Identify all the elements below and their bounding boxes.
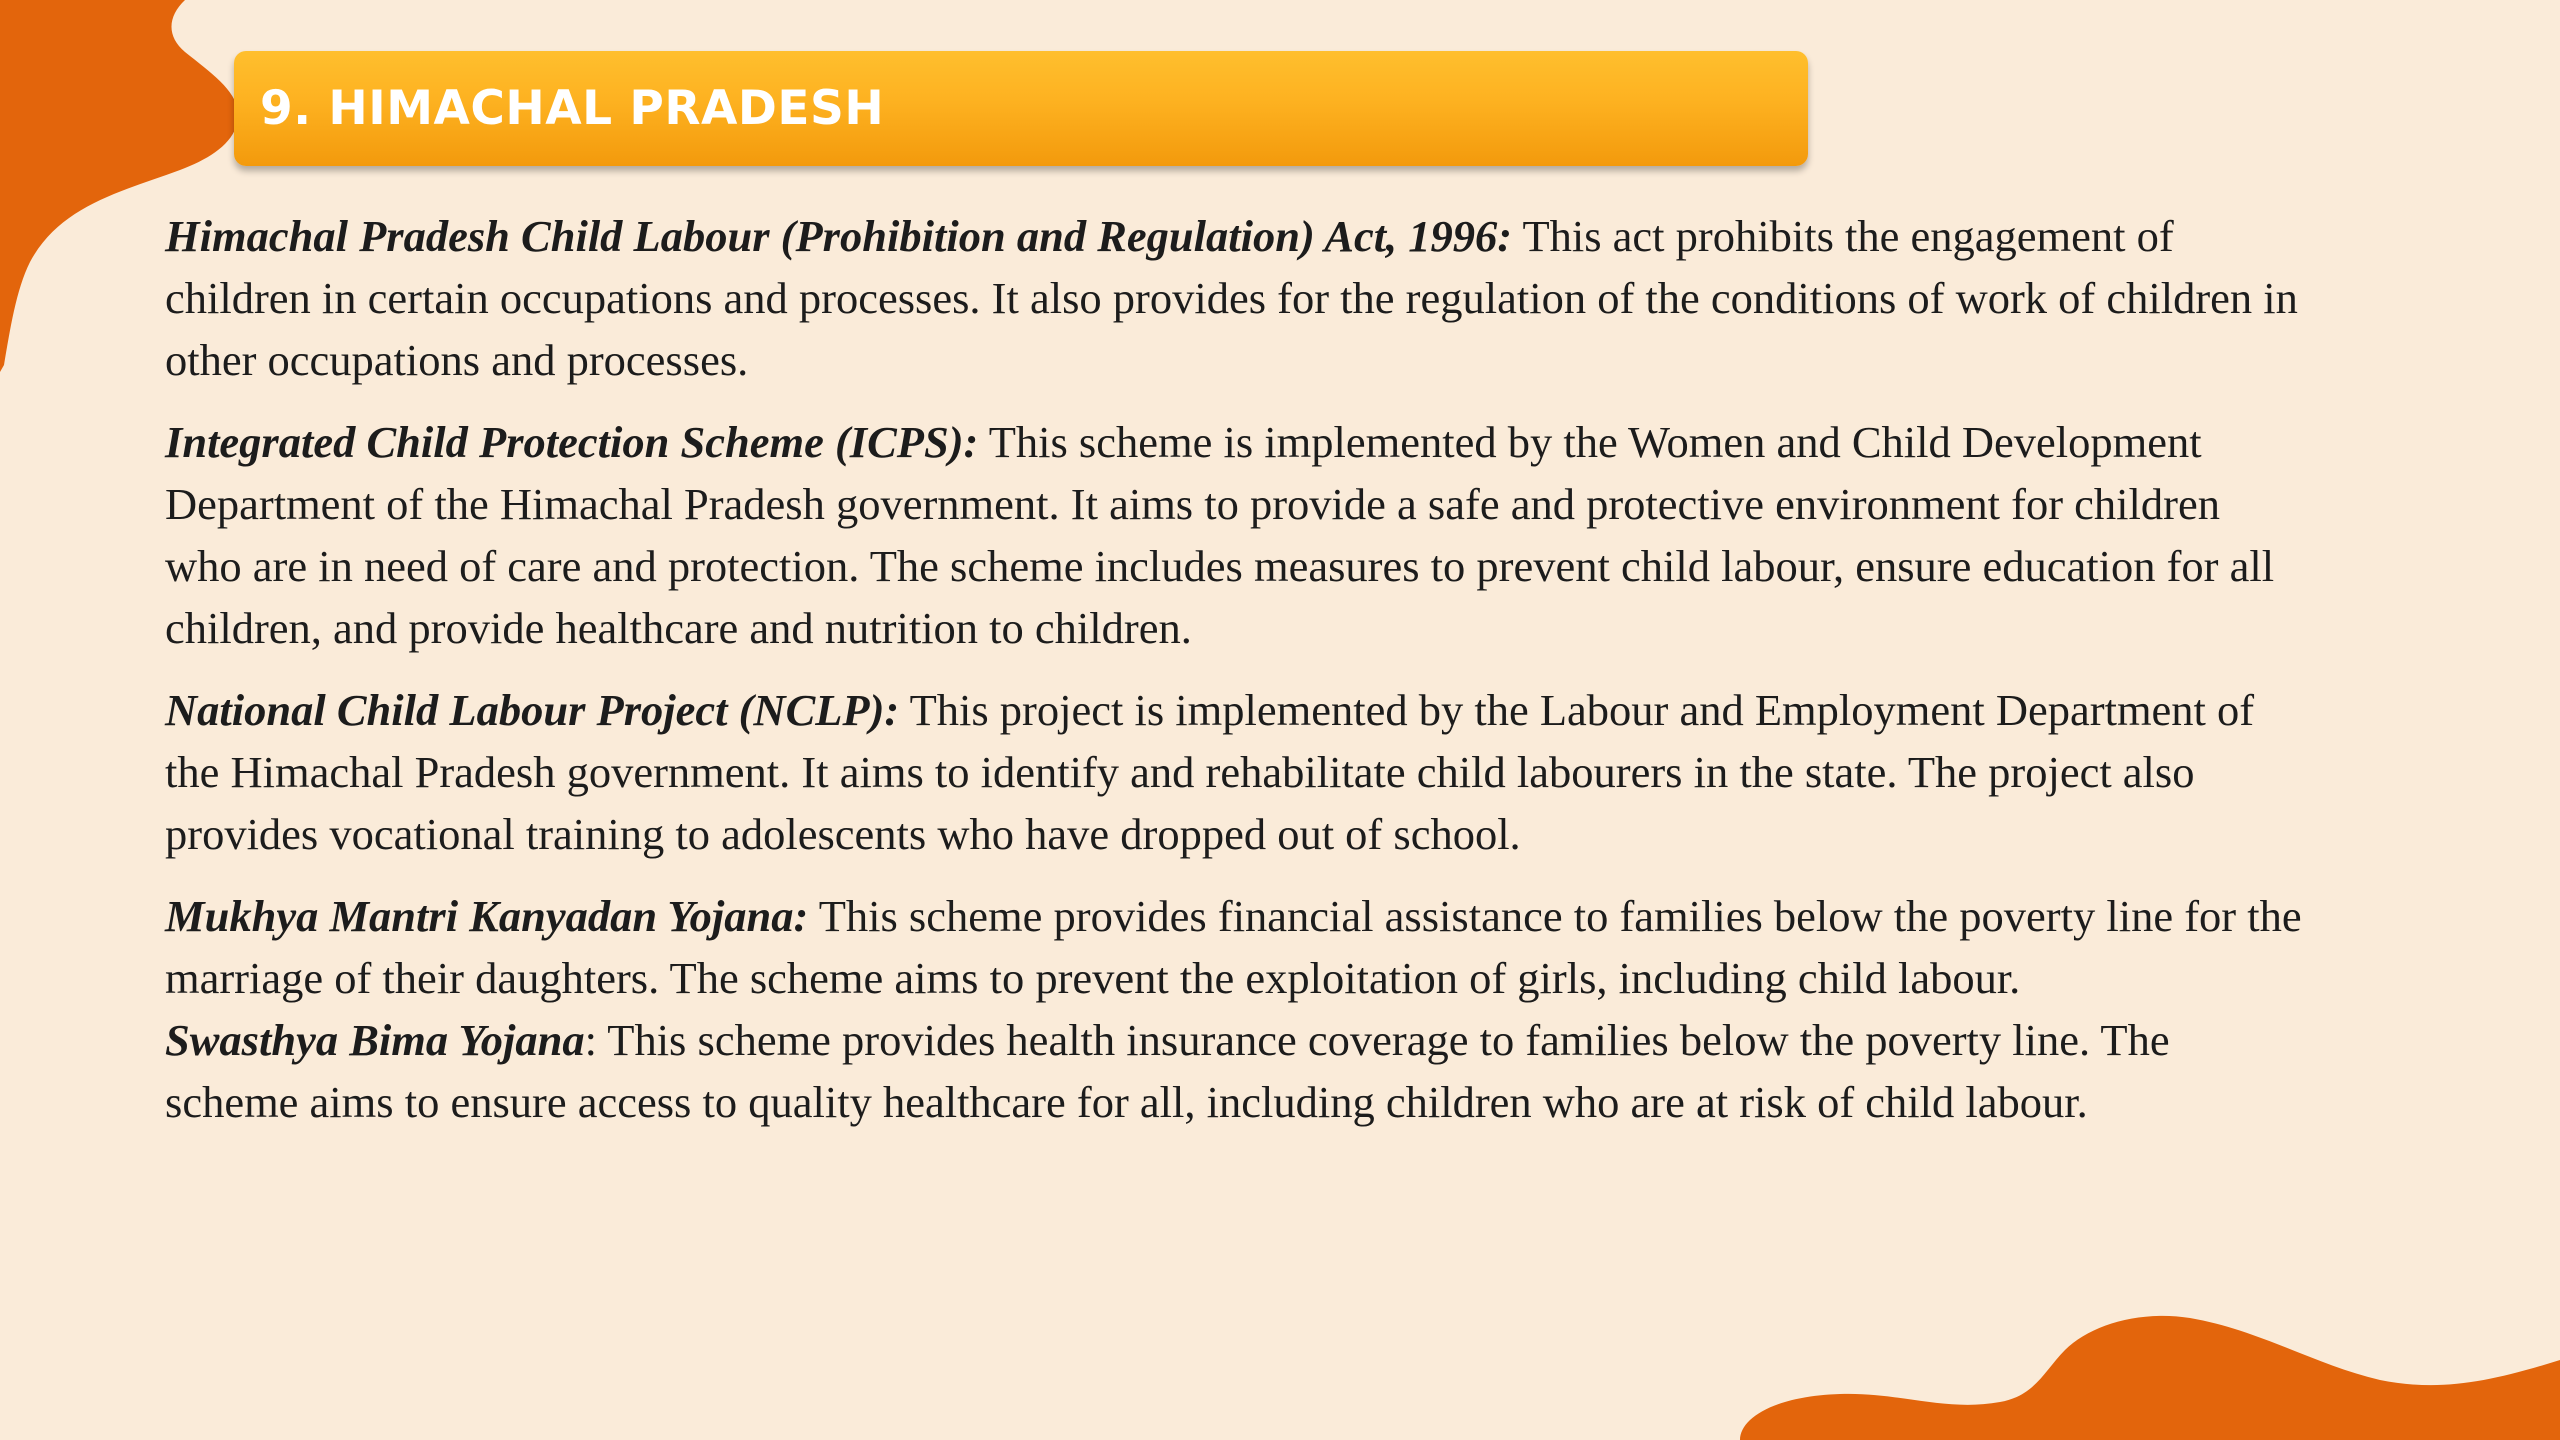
paragraph-icps (165, 411, 2305, 659)
paragraph-text: This scheme provides financial assistance to families below the poverty line for the marriage of their daughters. The scheme aims to prevent the exploitation of girls, including child labour. (165, 891, 2302, 1003)
title-banner (234, 51, 1808, 166)
paragraph-text: This act prohibits the engagement of children in certain occupations and processes. It also provides for the regulation of the conditions of work of children in other occupations and processes. (165, 211, 2298, 385)
paragraph-text: This scheme is implemented by the Women and Child Development Department of the Himachal Pradesh government. It aims to provide a safe and protective environment for children who are in need of care and protection. The scheme includes measures to prevent child labour, ensure education for all children, and provide healthcare and nutrition to children. (165, 417, 2275, 653)
paragraph-term: Integrated Child Protection Scheme (ICPS): (165, 417, 979, 467)
paragraph-term: National Child Labour Project (NCLP): (165, 685, 900, 735)
paragraph-term: Swasthya Bima Yojana (165, 1015, 585, 1065)
paragraph-term: Himachal Pradesh Child Labour (Prohibition and Regulation) Act, 1996: (165, 211, 1513, 261)
decorative-orange-blob-bottom-right (1740, 1310, 2560, 1440)
paragraph-child-labour-act (165, 205, 2305, 391)
paragraph-text: : This scheme provides health insurance coverage to families below the poverty line. The scheme aims to ensure access to quality healthcare for all, including children who are at risk of child labour. (165, 1015, 2170, 1127)
paragraph-text: This project is implemented by the Labour and Employment Department of the Himachal Pradesh government. It aims to identify and rehabilitate child labourers in the state. The project also provides vocational training to adolescents who have dropped out of school. (165, 685, 2255, 859)
paragraph-nclp (165, 679, 2305, 865)
paragraph-term: Mukhya Mantri Kanyadan Yojana: (165, 891, 809, 941)
paragraph-kanyadan-yojana (165, 885, 2305, 1009)
paragraph-swasthya-bima-yojana (165, 1009, 2305, 1133)
slide-body (165, 205, 2305, 1133)
slide-title: 9. HIMACHAL PRADESH (260, 81, 885, 136)
